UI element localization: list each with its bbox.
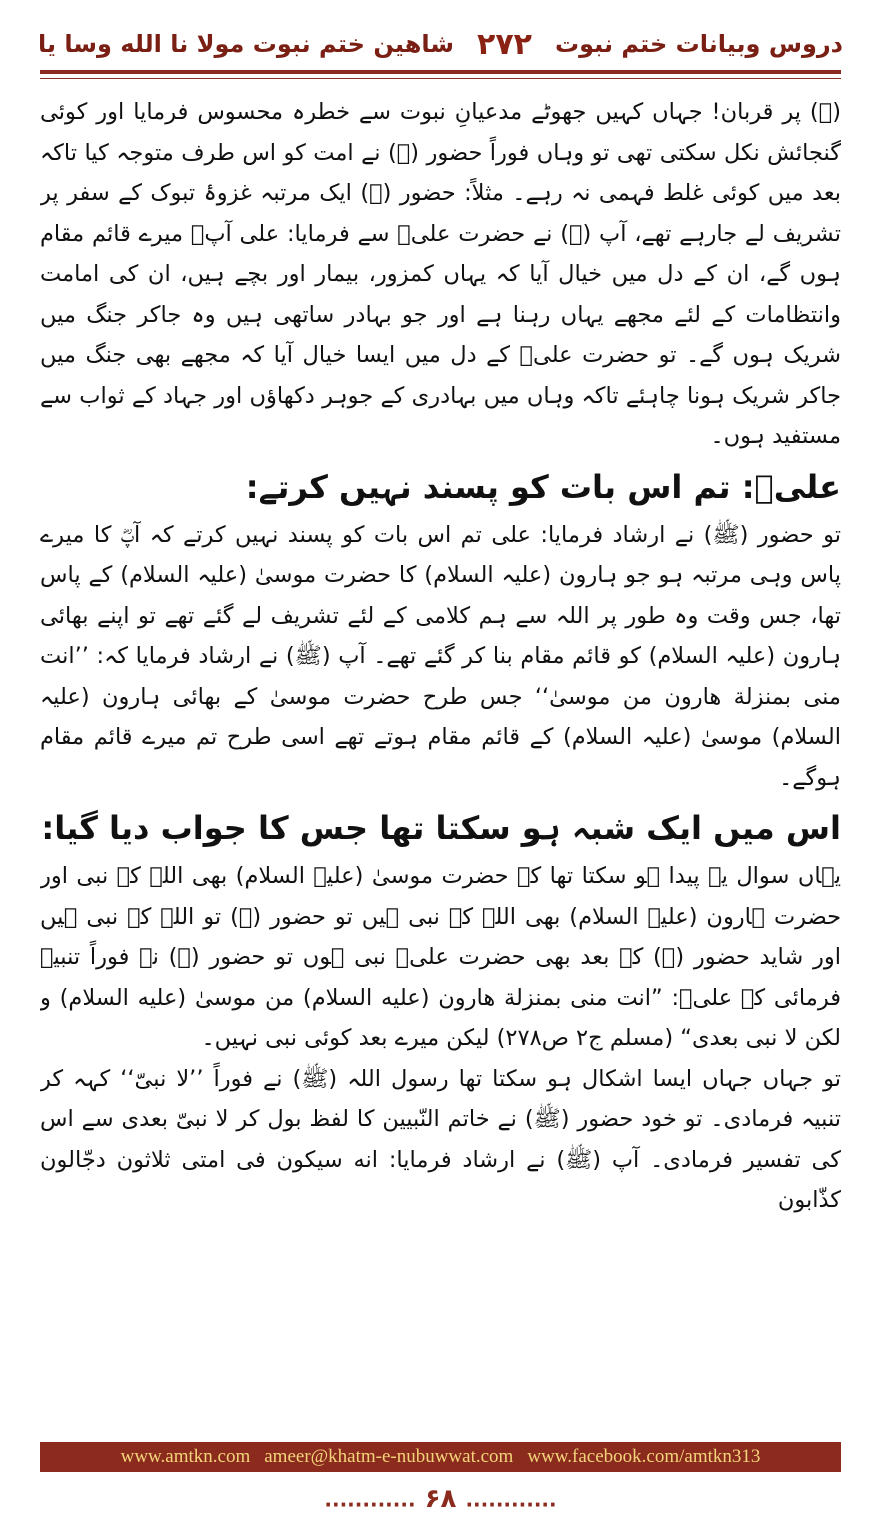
volume-page-number: ۲۷۲	[477, 26, 532, 62]
paragraph-1: (ﷺ) پر قربان! جہاں کہیں جھوٹے مدعیانِ نبوت سے خطرہ محسوس فرمایا اور کوئی گنجائش نکل سکتی تھی تو وہاں فوراً حضور (ﷺ) نے امت کو اس طرف متوجہ کیا تاکہ بعد میں کوئی غلط فہمی نہ رہے۔ مثلاً: حضور (ﷺ) ایک مرتبہ غزوۂ تبوک کے سفر پر تشریف لے جارہے تھے، آپ (ﷺ) نے حضرت علیؓ سے فرمایا: علی آپؓ میرے قائم مقام ہوں گے، ان کے دل میں خیال آیا کہ یہاں کمزور، بیمار اور بچے ہیں، ان کی امامت وانتظامات کے لئے مجھے یہاں رہنا ہے اور جو بہادر ساتھی ہیں وہ جاکر جنگ میں شریک ہوں گے۔ تو حضرت علیؓ کے دل میں ایسا خیال آیا کہ مجھے بھی جنگ میں جاکر شریک ہونا چاہئے تاکہ وہاں میں بہادری کے جوہر دکھاؤں اور جہاد کے ثواب سے مستفید ہوں۔	[40, 99, 841, 449]
paragraph-3: یہاں سوال یہ پیدا ہو سکتا تھا کہ حضرت موسیٰ (علیہ السلام) بھی اللہ کے نبی اور حضرت ہارون (علیہ السلام) بھی اللہ کے نبی ہیں تو حضور (ﷺ) تو اللہ کے نبی ہیں اور شاید حضور (ﷺ) کے بعد بھی حضرت علیؓ نبی ہوں تو حضور (ﷺ) نے فوراً تنبیہ فرمائی کہ علیؓ: ”انت منی بمنزلة هارون (علیه السلام) من موسیٰ (علیه السلام) و لکن لا نبی بعدی“ (مسلم ج۲ ص۲۷۸) لیکن میرے بعد کوئی نبی نہیں۔	[40, 863, 841, 1051]
paragraph-4: تو جہاں جہاں ایسا اشکال ہو سکتا تھا رسول اللہ (ﷺ) نے فوراً ’’لا نبیّ‘‘ کہہ کر تنبیہ فرمادی۔ تو خود حضور (ﷺ) نے خاتم النّبیین کا لفظ بول کر لا نبیّ بعدی سے اس کی تفسیر فرمادی۔ آپ (ﷺ) نے ارشاد فرمایا: انه سیکون فی امتی ثلاثون دجّالون کذّابون	[40, 1065, 841, 1213]
facebook-link[interactable]: www.facebook.com/amtkn313	[527, 1446, 761, 1467]
paragraph-2: تو حضور (ﷺ) نے ارشاد فرمایا: علی تم اس بات کو پسند نہیں کرتے کہ آپؓ کا میرے پاس وہی مرتبہ ہو جو ہارون (علیہ السلام) کا حضرت موسیٰ (علیہ السلام) کے پاس تھا، جس وقت وہ طور پر اللہ سے ہم کلامی کے لئے تشریف لے گئے تھے تو اپنے بھائی ہارون (علیہ السلام) کو قائم مقام بنا کر گئے تھے۔ آپ (ﷺ) نے ارشاد فرمایا کہ: ’’انت منی بمنزلة هارون من موسیٰ‘‘ جس طرح حضرت موسیٰ کے بھائی ہارون (علیہ السلام) موسیٰ (علیہ السلام) کے قائم مقام ہوتے تھے اسی طرح تم میرے قائم مقام ہوگے۔	[40, 521, 841, 791]
footer-links	[40, 1442, 841, 1472]
header-rule-thick	[40, 70, 841, 74]
running-header	[38, 26, 843, 62]
page-dots-left: ............	[324, 1487, 416, 1512]
heading-2: اس میں ایک شبہ ہو سکتا تھا جس کا جواب دیا گیا:	[41, 809, 841, 847]
page-dots-right: ............	[465, 1487, 557, 1512]
author-title: شاهین ختم نبوت مولا نا الله وسا یا	[38, 30, 454, 58]
book-title: دروس وبیانات ختم نبوت	[555, 30, 843, 58]
page-number	[0, 1484, 881, 1520]
page-number-value: ۶۸	[424, 1484, 457, 1514]
header-rule-thin	[40, 78, 841, 79]
page-body	[40, 92, 841, 1402]
website-link[interactable]: www.amtkn.com	[120, 1446, 251, 1467]
heading-1: علیؓ: تم اس بات کو پسند نہیں کرتے:	[245, 467, 841, 506]
email-link[interactable]: ameer@khatm-e-nubuwwat.com	[264, 1446, 514, 1467]
